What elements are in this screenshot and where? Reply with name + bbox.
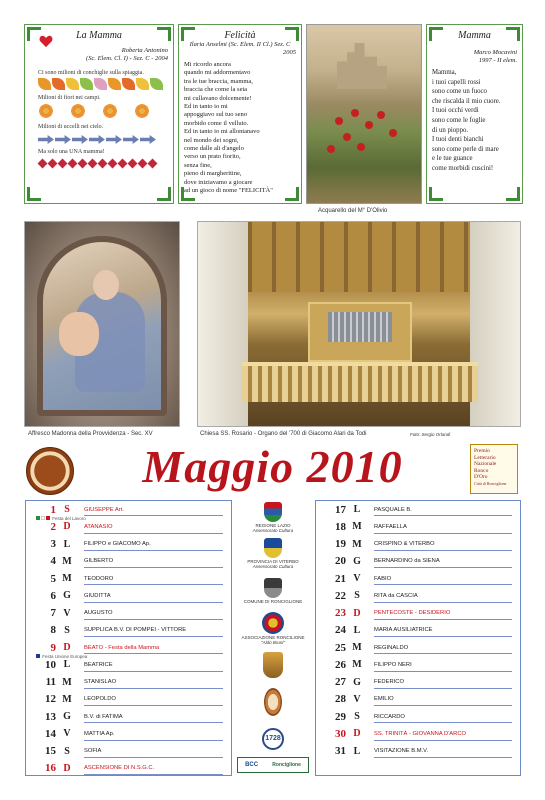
row-rule xyxy=(84,602,223,603)
poem-line: quando mi addormentavo xyxy=(184,69,251,77)
row-rule xyxy=(84,533,223,534)
poem-author: Marco Mocavini xyxy=(473,49,517,56)
weekday-letter: S xyxy=(64,624,70,636)
poem-line: verso un prato fiorito, xyxy=(184,153,241,161)
calendar-day-row xyxy=(316,691,520,708)
logo-line: Città di Ronciglione xyxy=(474,480,507,486)
calendar-day-row xyxy=(26,708,231,725)
birds-decoration xyxy=(38,132,168,146)
saint-name: BERNARDINO da SIENA xyxy=(374,558,440,565)
saint-name: RAFFAELLA xyxy=(374,523,407,530)
saint-name: FILIPPO e GIACOMO Ap. xyxy=(84,541,151,548)
calendar-day-row xyxy=(26,553,231,570)
poem-box-la-mamma xyxy=(24,24,174,204)
calendar-day-row xyxy=(316,553,520,570)
day-number: 8 xyxy=(50,624,56,637)
poem-line: Mi ricordo ancora xyxy=(184,61,231,68)
poem-title: Mamma xyxy=(458,30,491,41)
weekday-letter: L xyxy=(63,659,71,671)
day-number: 31 xyxy=(335,745,346,758)
weekday-letter: L xyxy=(353,504,361,516)
calendar-day-row xyxy=(26,725,231,742)
sponsor-emblem xyxy=(238,652,308,679)
weekday-letter: M xyxy=(352,642,362,654)
weekday-letter: G xyxy=(353,676,361,688)
hearts-decoration xyxy=(38,157,168,167)
sponsor-comune-ronciglione: COMUNE DI RONCIGLIONE xyxy=(238,578,308,604)
row-rule xyxy=(374,567,512,568)
row-rule xyxy=(374,757,512,758)
poem-line: sono come un fuoco xyxy=(432,88,487,96)
weekday-letter: V xyxy=(63,728,71,740)
saint-name: STANISLAO xyxy=(84,679,117,686)
note-festa-lavoro: Festa del Lavoro xyxy=(36,516,86,521)
sponsor-provincia-viterbo: PROVINCIA DI VITERBO Assessorato Cultura xyxy=(238,538,308,569)
frame-corner xyxy=(506,27,520,41)
weekday-letter: M xyxy=(62,693,72,705)
row-rule xyxy=(374,584,512,585)
calendar-day-row xyxy=(316,725,520,742)
poem-box-felicita xyxy=(178,24,302,204)
day-number: 5 xyxy=(50,572,56,585)
poem-author-class: (Sc. Elem. Cl. I) - Sez. C - 2004 xyxy=(86,55,168,62)
saint-name: GIUSEPPE Art. xyxy=(84,506,124,513)
row-rule xyxy=(374,671,512,672)
saint-name: FABIO xyxy=(374,575,392,582)
calendar-day-row xyxy=(26,587,231,604)
day-number: 14 xyxy=(45,727,56,740)
day-number: 25 xyxy=(335,641,346,654)
weekday-letter: M xyxy=(352,538,362,550)
poem-line: Mamma, xyxy=(432,69,457,76)
calendar-days-1-16 xyxy=(25,500,232,776)
saint-name: MARIA AUSILIATRICE xyxy=(374,627,433,634)
calendar-day-row xyxy=(316,605,520,622)
calendar-day-row xyxy=(26,743,231,760)
row-rule xyxy=(374,619,512,620)
weekday-letter: S xyxy=(354,711,360,723)
poem-author: Roberta Antonino xyxy=(121,47,168,54)
frame-corner xyxy=(285,187,299,201)
logo-line: Ronco xyxy=(474,467,489,474)
poem-line: appoggiavo sul tuo seno xyxy=(184,111,248,119)
day-number: 20 xyxy=(335,555,346,568)
day-number: 27 xyxy=(335,676,346,689)
weekday-letter: S xyxy=(64,745,70,757)
sponsor-1728: 1728 xyxy=(238,728,308,751)
saint-name: MATTIA Ap. xyxy=(84,730,115,737)
calendar-day-row xyxy=(316,536,520,553)
poem-box-mamma xyxy=(426,24,523,204)
weekday-letter: V xyxy=(63,607,71,619)
month-title: Maggio 2010 xyxy=(142,441,403,492)
saint-name: RITA da CASCIA xyxy=(374,592,418,599)
day-number: 21 xyxy=(335,572,346,585)
saint-name: GIUDITTA xyxy=(84,592,111,599)
poem-line: morbido come il velluto. xyxy=(184,119,249,127)
weekday-letter: D xyxy=(63,521,71,533)
poem-line: mi cullavano dolcemente! xyxy=(184,94,252,102)
calendar-day-row xyxy=(316,674,520,691)
weekday-letter: V xyxy=(353,693,361,705)
calendar-day-row xyxy=(26,622,231,639)
day-number: 16 xyxy=(45,762,56,775)
poem-line: Milioni di uccelli nei cielo. xyxy=(38,124,104,130)
day-number: 24 xyxy=(335,624,346,637)
saint-name: FEDERICO xyxy=(374,679,404,686)
row-rule xyxy=(374,550,512,551)
saint-name: SS. TRINITÀ - GIOVANNA D'ARCO xyxy=(374,730,467,737)
poem-line: Ci sono milioni di conchiglie sulla spiaggia. xyxy=(38,70,144,76)
saint-name: BEATRICE xyxy=(84,661,113,668)
poem-line: e le tue guance xyxy=(432,155,473,163)
frame-corner xyxy=(181,27,195,41)
poem-text xyxy=(432,68,517,174)
row-rule xyxy=(374,722,512,723)
poem-text xyxy=(184,61,296,196)
day-number: 30 xyxy=(335,727,346,740)
weekday-letter: D xyxy=(63,762,71,774)
bcc-ronciglione-logo: BCC Ronciglione xyxy=(237,757,309,773)
poem-line: dove iniziavamo a giocare xyxy=(184,178,253,186)
poem-line: I tuoi denti bianchi xyxy=(432,136,484,144)
saint-name: B.V. di FATIMA xyxy=(84,713,123,720)
day-number: 1 xyxy=(50,503,56,516)
poem-line: Ed in tanto io mi xyxy=(184,103,228,111)
day-number: 15 xyxy=(45,745,56,758)
poem-line: i tuoi capelli rossi xyxy=(432,78,481,86)
calendar-day-row xyxy=(316,501,520,518)
row-rule xyxy=(374,653,512,654)
logo-line: Nazionale xyxy=(474,461,497,467)
weekday-letter: V xyxy=(353,573,361,585)
weekday-letter: G xyxy=(63,590,71,602)
row-rule xyxy=(84,584,223,585)
weekday-letter: L xyxy=(353,745,361,757)
calendar-day-row xyxy=(316,587,520,604)
castle-shape xyxy=(337,43,387,89)
calendar-day-row xyxy=(316,743,520,760)
calendar-day-row xyxy=(26,674,231,691)
madonna-fresco xyxy=(24,221,180,427)
row-rule xyxy=(374,636,512,637)
poem-title: La Mamma xyxy=(76,30,122,41)
poem-year: 2005 xyxy=(283,49,296,56)
heart-icon xyxy=(39,35,53,48)
day-number: 4 xyxy=(50,555,56,568)
frame-corner xyxy=(157,27,171,41)
poem-line: sono come le foglie xyxy=(432,116,486,124)
day-number: 11 xyxy=(45,676,56,689)
weekday-letter: M xyxy=(352,659,362,671)
saint-name: BEATO - Festa della Mamma xyxy=(84,644,160,651)
frame-corner xyxy=(429,187,443,201)
saint-name: TEODORO xyxy=(84,575,114,582)
poem-line: senza fine, xyxy=(184,161,212,169)
row-rule xyxy=(84,567,223,568)
row-rule xyxy=(84,688,223,689)
sponsor-oval-emblem xyxy=(238,688,308,717)
day-number: 2 xyxy=(50,520,56,533)
day-number: 10 xyxy=(45,658,56,671)
organ-photo xyxy=(197,221,521,427)
frame-corner xyxy=(157,187,171,201)
day-number: 3 xyxy=(50,538,56,551)
row-rule xyxy=(374,515,512,516)
calendar-day-row xyxy=(26,570,231,587)
poem-author-class: 1997 - II elem. xyxy=(478,57,517,64)
ronciglione-seal-logo xyxy=(26,447,74,495)
calendar-day-row xyxy=(26,691,231,708)
weekday-letter: G xyxy=(63,711,71,723)
saint-name: SOFIA xyxy=(84,748,102,755)
weekday-letter: S xyxy=(64,504,70,516)
row-rule xyxy=(84,740,223,741)
saint-name: ASCENSIONE DI N.S.G.C. xyxy=(84,765,155,772)
madonna-caption: Affresco Madonna della Provvidenza - Sec. XV xyxy=(28,431,153,437)
poem-line: pieno di margheritine, xyxy=(184,170,242,178)
saint-name: ATANASIO xyxy=(84,523,113,530)
day-number: 7 xyxy=(50,607,56,620)
row-rule xyxy=(84,757,223,758)
poem-title: Felicità xyxy=(224,30,256,41)
painting-caption: Acquarello del M° D'Olivio xyxy=(318,208,388,214)
weekday-letter: L xyxy=(353,624,361,636)
weekday-letter: L xyxy=(63,538,71,550)
saint-name: PASQUALE B. xyxy=(374,506,412,513)
saint-name: PENTECOSTE - DESIDERIO xyxy=(374,610,451,617)
sponsor-associazione: ASSOCIAZIONE RONCILIONE "Aldo Bruni" xyxy=(238,612,308,645)
saint-name: EMILIO xyxy=(374,696,394,703)
weekday-letter: M xyxy=(352,521,362,533)
poem-line: come dalle ali d'angelo xyxy=(184,145,244,153)
row-rule xyxy=(374,740,512,741)
row-rule xyxy=(374,705,512,706)
calendar-day-row xyxy=(316,708,520,725)
calendar-day-row xyxy=(26,605,231,622)
day-number: 26 xyxy=(335,658,346,671)
weekday-letter: D xyxy=(353,728,361,740)
watercolor-painting xyxy=(306,24,422,204)
row-rule xyxy=(374,602,512,603)
poem-line: sono come perle di mare xyxy=(432,145,499,153)
calendar-day-row xyxy=(316,622,520,639)
frame-corner xyxy=(181,187,195,201)
frame-corner xyxy=(27,187,41,201)
calendar-day-row xyxy=(26,760,231,777)
premio-ronco-doro-logo xyxy=(470,444,518,494)
calendar-days-17-31 xyxy=(315,500,521,776)
day-number: 9 xyxy=(50,641,56,654)
poem-line: tra le tue braccia, mamma, xyxy=(184,77,253,85)
note-festa-europa: Festa Unione Europea xyxy=(36,654,87,659)
poem-line: Ma solo una UNA mamma! xyxy=(38,149,105,155)
day-number: 29 xyxy=(335,710,346,723)
day-number: 18 xyxy=(335,520,346,533)
saint-name: VISITAZIONE B.M.V. xyxy=(374,748,429,755)
poem-line: che riscalda il mio cuore. xyxy=(432,97,501,105)
row-rule xyxy=(84,515,223,516)
saint-name: CRISPINO & VITERBO xyxy=(374,541,435,548)
row-rule xyxy=(84,653,223,654)
poem-line: I tuoi occhi verdi xyxy=(432,107,479,115)
row-rule xyxy=(84,671,223,672)
saint-name: GILBERTO xyxy=(84,558,114,565)
day-number: 22 xyxy=(335,589,346,602)
poem-line: Ed in tanto io mi allontanavo xyxy=(184,128,260,136)
day-number: 28 xyxy=(335,693,346,706)
saint-name: SUPPLICA B.V. DI POMPEI - VITTORE xyxy=(84,627,187,634)
day-number: 17 xyxy=(335,503,346,516)
day-number: 6 xyxy=(50,589,56,602)
poem-line: ad un gioco di nome "FELICITÀ" xyxy=(184,187,273,195)
poem-line: braccia che come la seta xyxy=(184,86,248,94)
weekday-letter: M xyxy=(62,676,72,688)
photo-credit: Foto: Sergio Orlandi xyxy=(410,432,451,437)
poem-author: Ilaria Anselmi (Sc. Elem. II Cl.) Sez. C xyxy=(189,41,291,48)
saint-name: LEOPOLDO xyxy=(84,696,116,703)
poem-line: nel mondo dei sogni, xyxy=(184,136,239,144)
weekday-letter: S xyxy=(354,590,360,602)
calendar-day-row xyxy=(316,570,520,587)
row-rule xyxy=(84,722,223,723)
logo-line: Letterario xyxy=(474,454,496,461)
saint-name: REGINALDO xyxy=(374,644,409,651)
logo-line: Premio xyxy=(474,448,490,454)
weekday-letter: D xyxy=(63,642,71,654)
calendar-day-row xyxy=(316,639,520,656)
logo-line: D'Oro xyxy=(474,474,488,480)
saint-name: FILIPPO NERI xyxy=(374,661,412,668)
weekday-letter: M xyxy=(62,555,72,567)
day-number: 13 xyxy=(45,710,56,723)
row-rule xyxy=(84,705,223,706)
sponsor-regione-lazio: REGIONE LAZIO Assessorato Cultura xyxy=(238,502,308,533)
day-number: 19 xyxy=(335,538,346,551)
weekday-letter: G xyxy=(353,555,361,567)
poem-line: Milioni di fiori nei campi. xyxy=(38,95,101,101)
row-rule xyxy=(374,688,512,689)
frame-corner xyxy=(285,27,299,41)
row-rule xyxy=(84,636,223,637)
poem-line: di un pioppo. xyxy=(432,126,469,134)
day-number: 23 xyxy=(335,607,346,620)
weekday-letter: D xyxy=(353,607,361,619)
day-number: 12 xyxy=(45,693,56,706)
shells-decoration xyxy=(38,78,168,92)
row-rule xyxy=(374,533,512,534)
frame-corner xyxy=(429,27,443,41)
flowers-decoration xyxy=(38,103,168,121)
calendar-day-row xyxy=(26,536,231,553)
calendar-day-row xyxy=(316,656,520,673)
organ-caption: Chiesa SS. Rosario - Organo del '700 di Giacomo Alari da Todi xyxy=(200,431,367,437)
row-rule xyxy=(84,619,223,620)
calendar-day-row xyxy=(316,518,520,535)
saint-name: RICCARDO xyxy=(374,713,405,720)
row-rule xyxy=(84,550,223,551)
saint-name: AUGUSTO xyxy=(84,610,113,617)
poem-line: come morbidi cuscini! xyxy=(432,164,494,172)
row-rule xyxy=(84,774,223,775)
frame-corner xyxy=(506,187,520,201)
weekday-letter: M xyxy=(62,573,72,585)
